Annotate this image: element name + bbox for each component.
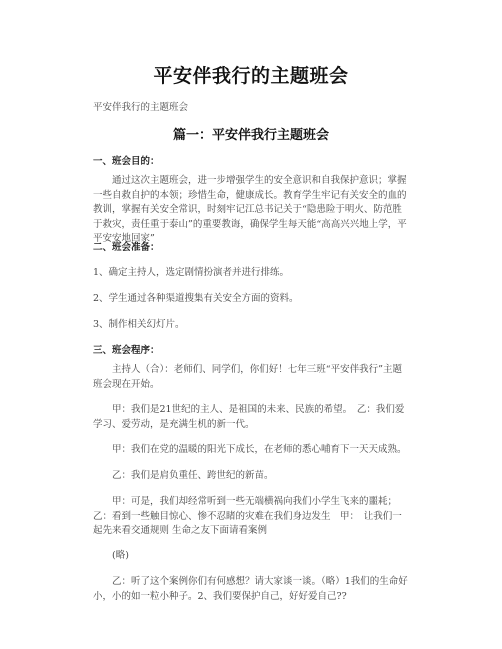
procedure-paragraph: 主持人（合）：老师们、同学们，你们好！七年三班“平安伴我行”主题班会现在开始。 (93, 364, 402, 390)
preparation-item: 3、制作相关幻灯片。 (93, 319, 185, 330)
preparation-item: 1、确定主持人，选定剧情扮演者并进行排练。 (93, 267, 290, 278)
procedure-paragraph: (略) (112, 550, 129, 561)
procedure-paragraph: 乙：我们是肩负重任、跨世纪的新苗。 (112, 470, 274, 481)
procedure-paragraph: 甲：我们是21世纪的主人、是祖国的未来、民族的希望。 乙：我们爱学习、爱劳动，是充满生机的新一代。 (93, 404, 405, 430)
section-heading-purpose: 一、班会目的： (93, 156, 160, 167)
procedure-paragraph: 乙：听了这个案例你们有何感想？请大家谈一谈。（略）1我们的生命好小，小的如一粒小种子。2、我们要保护自己，好好爱自己?? (93, 576, 408, 602)
procedure-paragraph: 甲：我们在党的温暖的阳光下成长，在老师的悉心哺育下一天天成熟。 (112, 444, 407, 455)
chapter-heading: 篇一：平安伴我行主题班会 (172, 128, 329, 143)
document-subtitle: 平安伴我行的主题班会 (93, 102, 189, 113)
preparation-item: 2、学生通过各种渠道搜集有关安全方面的资料。 (93, 293, 299, 304)
procedure-paragraph: 甲：可是，我们却经常听到一些无端横祸向我们小学生飞来的噩耗； 乙：看到一些触目惊心、惨不忍睹的灾难在我们身边发生 甲： 让我们一起先来看交通规则 生命之友下面请看案例 (93, 496, 402, 536)
section-heading-preparation: 二、班会准备： (93, 242, 160, 253)
document-title: 平安伴我行的主题班会 (153, 65, 349, 87)
section-heading-procedure: 三、班会程序： (93, 345, 160, 356)
purpose-paragraph: 通过这次主题班会，进一步增强学生的安全意识和自我保护意识；掌握一些自救自护的本领；珍惜生命，健康成长。教育学生牢记有关安全的血的教训，掌握有关安全常识，时刻牢记江总书记关于“隐患险于明火、防范胜于救灾，责任重于泰山”的重要教诲，确保学生每天能“高高兴兴地上学，平平安安地回家” (93, 175, 407, 244)
